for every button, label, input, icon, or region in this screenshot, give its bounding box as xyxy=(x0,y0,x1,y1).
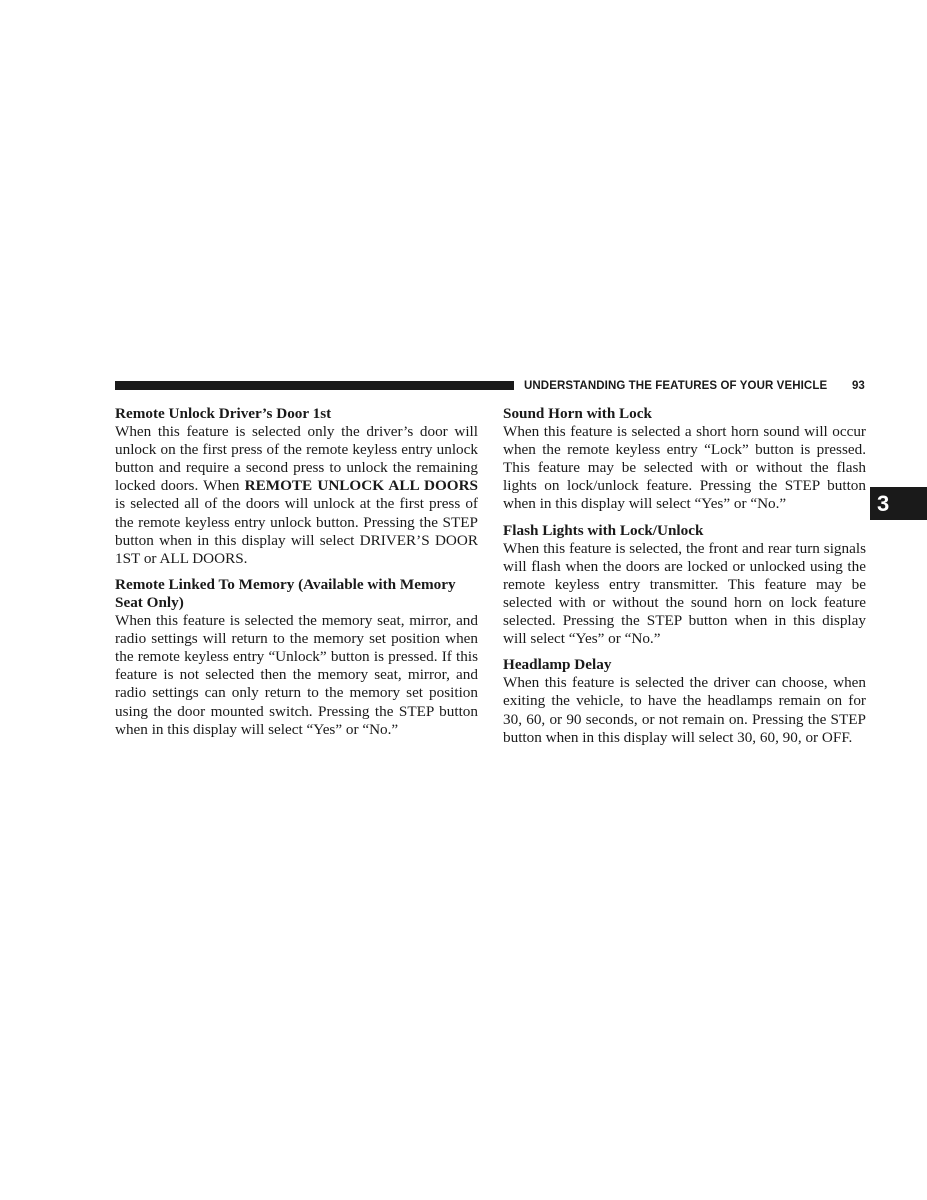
running-header: UNDERSTANDING THE FEATURES OF YOUR VEHICLE xyxy=(524,380,828,392)
section-body: When this feature is selected, the front and rear turn signals will flash when the doors are locked or unlocked using the remote keyless entry transmitter. This feature may be selected with or without the sound horn on lock feature selected. Pressing the STEP button when in this display will select “Yes” or “No.” xyxy=(503,539,866,648)
right-column xyxy=(503,405,866,755)
section-body: When this feature is selected a short horn sound will occur when the remote keyless entry “Lock” button is pressed. This feature may be selected with or without the flash lights on lock/unlock feature. Pressing the STEP button when in this display will select “Yes” or “No.” xyxy=(503,423,866,513)
section-sound-horn xyxy=(503,405,866,514)
body-text: When this feature is selected only the driver’s door will unlock on the first press of the remote keyless entry unlock button and require a second press to unlock the remaining locked doors. When xyxy=(115,423,478,495)
section-heading: Headlamp Delay xyxy=(503,656,612,674)
section-body xyxy=(115,423,478,568)
section-flash-lights xyxy=(503,522,866,649)
header-rule xyxy=(115,381,514,390)
emphasis-text: REMOTE UNLOCK ALL DOORS xyxy=(244,477,478,495)
section-heading: Remote Linked To Memory (Available with Memory Seat Only) xyxy=(115,575,456,611)
page-number: 93 xyxy=(852,380,865,392)
section-heading: Sound Horn with Lock xyxy=(503,405,652,422)
section-heading: Flash Lights with Lock/Unlock xyxy=(503,521,704,539)
section-headlamp-delay xyxy=(503,656,866,746)
left-column xyxy=(115,405,478,747)
chapter-tab: 3 xyxy=(870,487,927,520)
body-text: is selected all of the doors will unlock at the first press of the remote keyless entry unlock button. Pressing the STEP button when in this display will select DRIVER’S DOOR 1ST or ALL DOORS. xyxy=(115,495,478,567)
section-remote-unlock xyxy=(115,405,478,568)
section-heading: Remote Unlock Driver’s Door 1st xyxy=(115,405,332,422)
section-body: When this feature is selected the driver can choose, when exiting the vehicle, to have the headlamps remain on for 30, 60, or 90 seconds, or not remain on. Pressing the STEP button when in this display will select 30, 60, 90, or OFF. xyxy=(503,674,866,746)
section-body: When this feature is selected the memory seat, mirror, and radio settings will return to the memory set position when the remote keyless entry “Unlock” button is pressed. If this feature is not selected then the memory seat, mirror, and radio settings can only return to the memory set position using the door mounted switch. Pressing the STEP button when in this display will select “Yes” or “No.” xyxy=(115,612,478,738)
section-remote-linked-memory xyxy=(115,576,478,739)
